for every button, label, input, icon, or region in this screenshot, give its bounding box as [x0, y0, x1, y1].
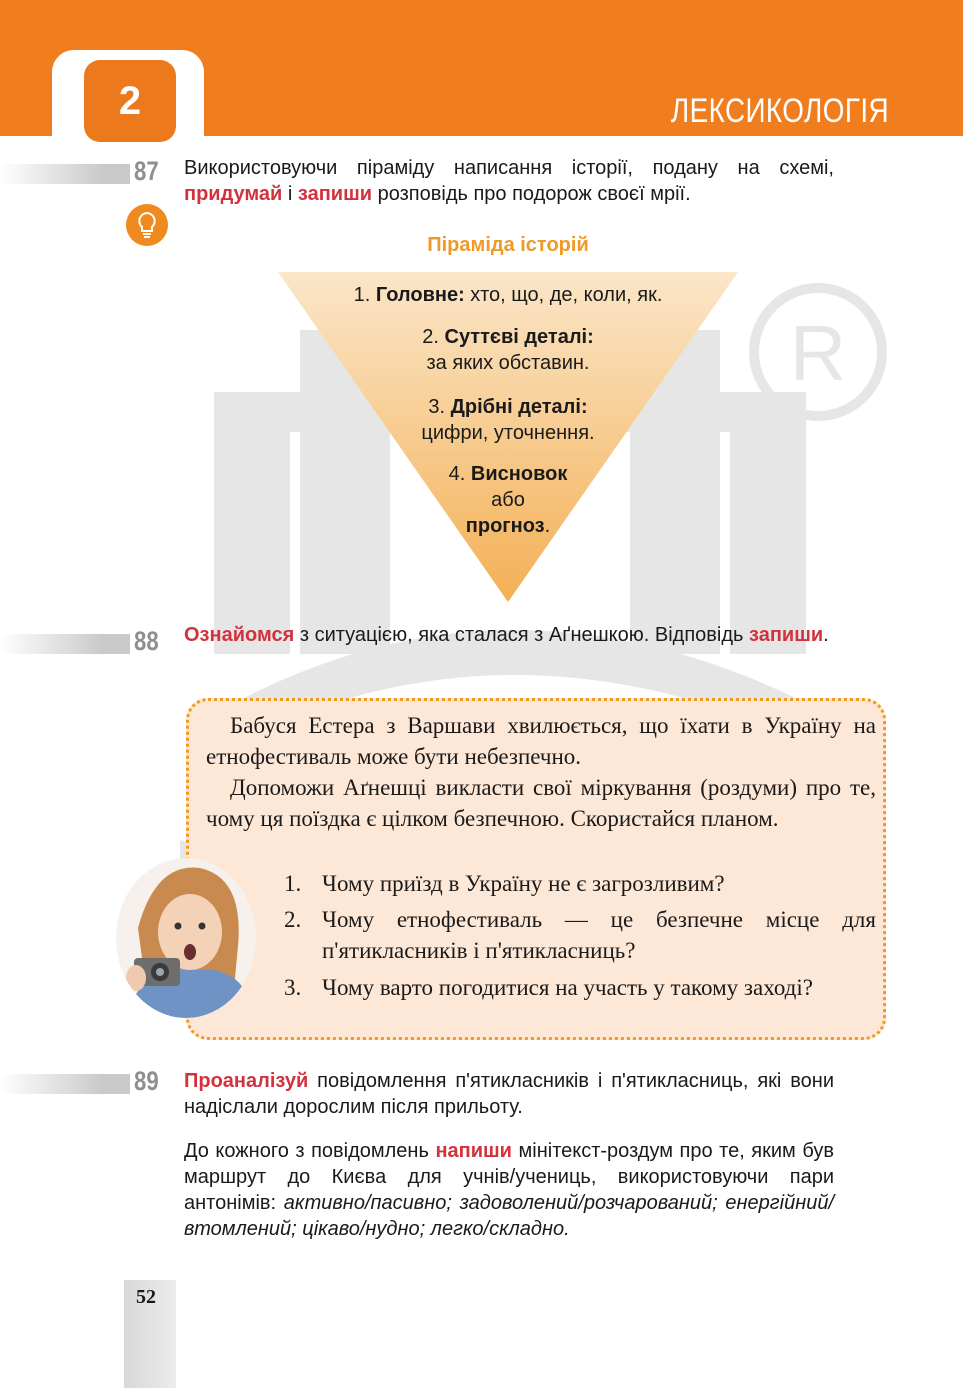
exercise-bar	[0, 1074, 130, 1094]
pyramid-item-2: 2. Суттєві деталі: за яких обставин.	[422, 326, 594, 374]
exercise-number: 88	[134, 626, 159, 656]
pyramid-item-3: 3. Дрібні деталі: цифри, уточнення.	[421, 396, 595, 444]
chapter-title: ЛЕКСИКОЛОГІЯ	[670, 92, 889, 130]
plan-question-1: 1. Чому приїзд в Україну не є загрозливим?	[284, 871, 725, 896]
exercise-88-text: Ознайомся з ситуацією, яка сталася з Аґнешкою. Відповідь запиши.	[184, 624, 829, 646]
pyramid-title: Піраміда історій	[427, 234, 589, 256]
exercise-number: 89	[134, 1066, 159, 1096]
pyramid-item-1: 1. Головне: хто, що, де, коли, як.	[353, 284, 663, 306]
plan-question-2: 2. Чому етнофестиваль — це безпечне місце для п'ятикласників і п'ятикласниць?	[284, 907, 876, 963]
lightbulb-icon	[126, 204, 168, 246]
situation-paragraph-1: Бабуся Естера з Варшави хвилюється, що їхати в Україну на етнофестиваль може бути небезпечно.	[206, 713, 876, 769]
pyramid-item-4: 4. Висновок або прогноз.	[448, 463, 568, 537]
exercise-89-text: Проаналізуй повідомлення п'ятикласників і п'ятикласниць, які вони надіслали дорослим після прильоту.	[184, 1070, 834, 1118]
svg-text:R: R	[789, 309, 847, 397]
exercise-89-task: До кожного з повідомлень напиши мінітекст-роздум про те, яким був маршрут до Києва для учнів/учениць, використовуючи пари антонімів: активно/пасивно; задоволений/розчарований; енергійний/втомлений; цікаво/нудно; легко/складно.	[184, 1140, 834, 1240]
exercise-number: 87	[134, 156, 159, 186]
exercise-bar	[0, 164, 130, 184]
chapter-number-badge: 2	[84, 60, 176, 142]
exercise-bar	[0, 634, 130, 654]
page-number: 52	[136, 1286, 156, 1308]
girl-with-camera-photo	[116, 858, 256, 1018]
exercise-87-text: Використовуючи піраміду написання історії, подану на схемі, придумай і запиши розповідь про подорож своєї мрії.	[184, 157, 834, 205]
situation-paragraph-2: Допоможи Аґнешці викласти свої міркування (роздуми) про те, чому ця поїздка є цілком безпечною. Скористайся планом.	[206, 775, 876, 831]
plan-question-3: 3. Чому варто погодитися на участь у такому заході?	[284, 975, 813, 1000]
